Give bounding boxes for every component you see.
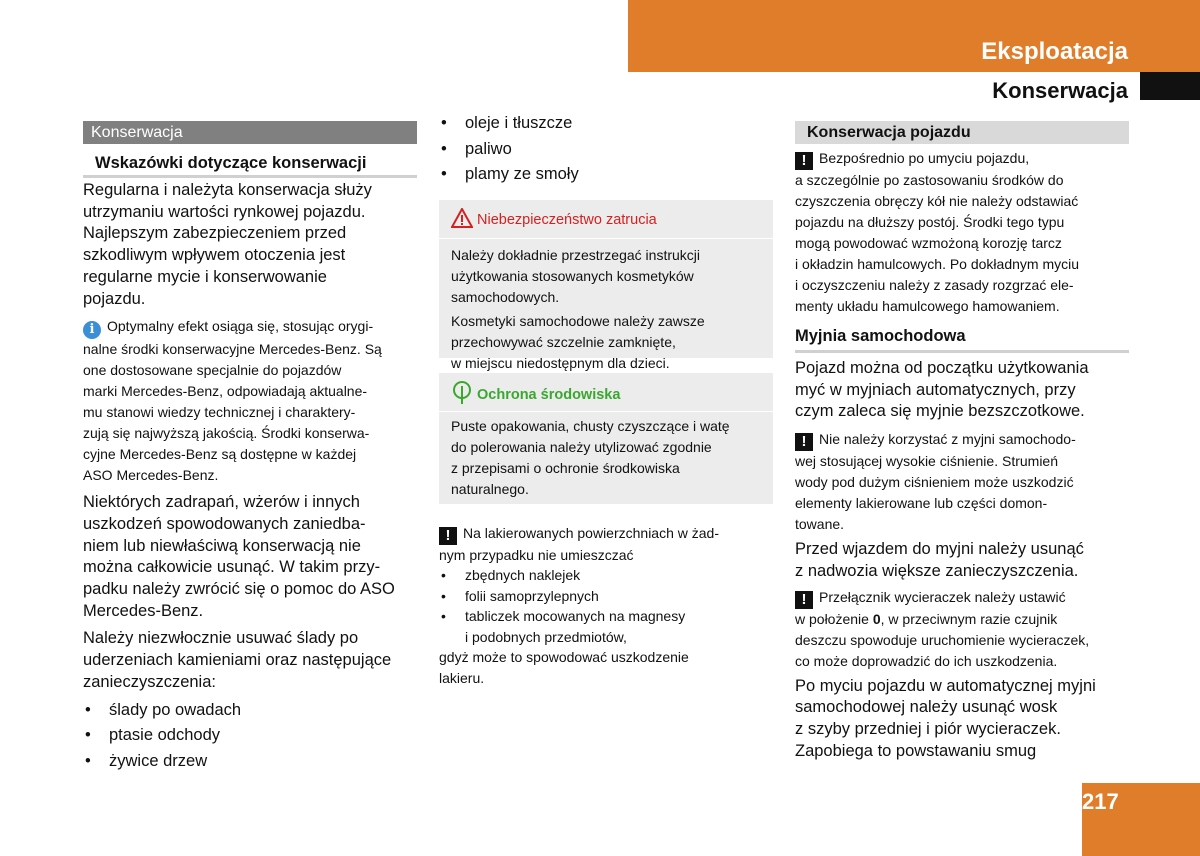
environment-text: Puste opakowania, chusty czyszczące i watę do polerowania należy utylizować zgodnie z przepisami o ochronie środkowiska naturalnego.	[451, 417, 730, 497]
danger-text: Należy dokładnie przestrzegać instrukcji użytkowania stosowanych kosmetyków samochodowych. Kosmetyki samochodowe należy zawsze przechowywać szczelnie zamknięte, w miejscu niedostępnym dla dzieci.	[451, 246, 705, 371]
wiper-warning: ! Przełącznik wycieraczek należy ustawić w położenie 0, w przeciwnym razie czujnik deszczu spowoduje uruchomienie wycieraczek, co może doprowadzić do ich uszkodzenia.	[795, 588, 1090, 669]
after-wash-paragraph: Po myciu pojazdu w automatycznej myjni samochodowej należy usunąć wosk z szyby przedniej i piór wycieraczek. Zapobiega to powstawaniu smug	[795, 676, 1096, 760]
intro-paragraph: Regularna i należyta konserwacja służy utrzymaniu wartości rynkowej pojazdu. Najlepszym zabezpieczeniem przed szkodliwym wpływem otoczenia jest regularne mycie i konserwowanie pojazdu.	[83, 181, 372, 308]
contaminants-paragraph: Należy niezwłocznie usuwać ślady po uderzeniach kamieniami oraz następujące zanieczyszczenia:	[83, 629, 392, 691]
danger-box	[439, 200, 773, 371]
section-title: Konserwacja	[992, 78, 1128, 103]
list-item: • paliwo	[439, 137, 773, 163]
column-2	[439, 111, 773, 688]
info-icon: i	[83, 321, 101, 339]
info-note: i Optymalny efekt osiąga się, stosując orygi- nalne środki konserwacyjne Mercedes-Benz. Są one dostosowane specjalnie do pojazdów marki Mercedes-Benz, odpowiadają aktualne- mu stanowi wiedzy technicznej i charaktery- zują się najwyższą jakością. Środki konserwa- cyjne Mercedes-Benz są dostępne w każdej ASO Mercedes-Benz.	[83, 318, 382, 484]
pressure-warning: ! Nie należy korzystać z myjni samochodo- wej stosującej wysokie ciśnienie. Strumień wody pod dużym ciśnieniem może uszkodzić elementy lakierowane lub części domon- towane.	[795, 431, 1076, 533]
section-header: Konserwacja	[83, 121, 417, 144]
contaminants-list-cont	[439, 111, 773, 188]
column-1	[83, 121, 417, 774]
chapter-banner	[628, 0, 1200, 72]
exclamation-icon: !	[439, 527, 457, 545]
column-3	[795, 121, 1129, 762]
danger-title: Niebezpieczeństwo zatrucia	[477, 211, 657, 228]
list-item: • żywice drzew	[83, 749, 417, 775]
subsection-header: Wskazówki dotyczące konserwacji	[83, 154, 417, 178]
list-item: • ptasie odchody	[83, 723, 417, 749]
list-item: • ślady po owadach	[83, 698, 417, 724]
list-item: • tabliczek mocowanych na magnesy	[439, 606, 773, 627]
exclamation-icon: !	[795, 152, 813, 170]
list-item: • zbędnych naklejek	[439, 565, 773, 586]
section-marker	[1140, 72, 1200, 100]
pre-wash-paragraph: Przed wjazdem do myjni należy usunąć z nadwozia większe zanieczyszczenia.	[795, 540, 1084, 580]
paint-warning: ! Na lakierowanych powierzchniach w żad- nym przypadku nie umieszczać • zbędnych naklejek • folii samoprzylepnych • tabliczek mocowanych na magnesy i podobnych przedmiotów, gdyż może to spowodować uszkodzenie lakieru.	[439, 523, 773, 689]
section-header: Konserwacja pojazdu	[795, 121, 1129, 144]
environment-title: Ochrona środowiska	[477, 386, 621, 403]
contaminants-list	[83, 698, 417, 775]
environment-box	[439, 373, 773, 504]
list-item: • oleje i tłuszcze	[439, 111, 773, 137]
list-item: • plamy ze smoły	[439, 162, 773, 188]
warning-triangle-icon	[451, 208, 473, 228]
chapter-title: Eksploatacja	[981, 38, 1128, 65]
exclamation-icon: !	[795, 591, 813, 609]
exclamation-icon: !	[795, 433, 813, 451]
page-number-tab	[1082, 783, 1200, 856]
carwash-paragraph: Pojazd można od początku użytkowania myć w myjniach automatycznych, przy czym zaleca się myjnie bezszczotkowe.	[795, 359, 1089, 421]
damage-paragraph: Niektórych zadrapań, wżerów i innych uszkodzeń spowodowanych zaniedba- niem lub niewłaściwą konserwacją nie można całkowicie usunąć. W takim przy- padku należy zwrócić się o pomoc do ASO Mercedes-Benz.	[83, 493, 395, 620]
leaf-icon	[451, 381, 473, 405]
page-number: 217	[1082, 789, 1119, 814]
list-item: • folii samoprzylepnych	[439, 586, 773, 607]
subsection-header: Myjnia samochodowa	[795, 327, 1129, 353]
brake-warning: ! Bezpośrednio po umyciu pojazdu, a szczególnie po zastosowaniu środków do czyszczenia obręczy kół nie należy odstawiać pojazdu na dłuższy postój. Środki tego typu mogą powodować wzmożoną korozję tarcz i okładzin hamulcowych. Po dokładnym myciu i oczyszczeniu należy z zasady rozgrzać ele- menty układu hamulcowego hamowaniem.	[795, 150, 1080, 314]
